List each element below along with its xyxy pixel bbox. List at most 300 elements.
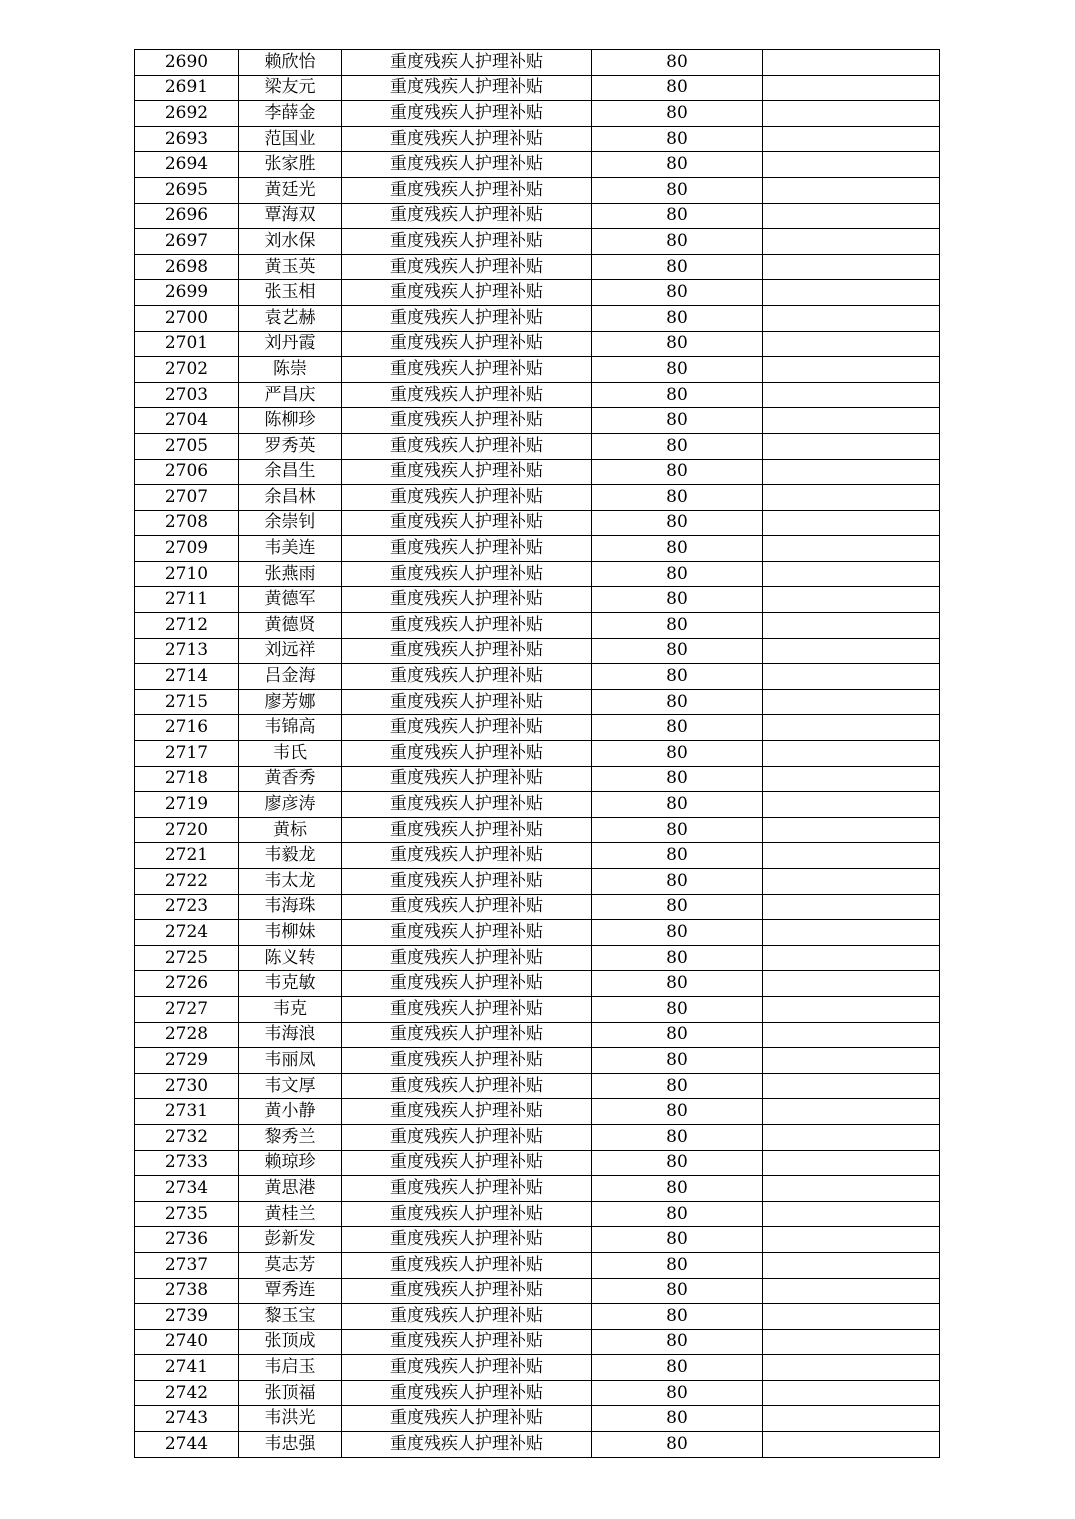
remark-cell	[763, 229, 940, 255]
table-row	[135, 945, 940, 971]
table-row	[135, 817, 940, 843]
subsidy-item-cell: 重度残疾人护理补贴	[342, 408, 592, 434]
subsidy-item-cell: 重度残疾人护理补贴	[342, 152, 592, 178]
table-row	[135, 357, 940, 383]
table-row	[135, 408, 940, 434]
table-row	[135, 1329, 940, 1355]
subsidy-item-cell: 重度残疾人护理补贴	[342, 459, 592, 485]
subsidy-item-cell: 重度残疾人护理补贴	[342, 715, 592, 741]
table-row	[135, 126, 940, 152]
table-row	[135, 920, 940, 946]
table-row	[135, 1150, 940, 1176]
remark-cell	[763, 613, 940, 639]
amount-cell: 80	[592, 1406, 763, 1432]
table-row	[135, 459, 940, 485]
table-row	[135, 1278, 940, 1304]
table-row	[135, 485, 940, 511]
serial-number-cell: 2708	[135, 510, 239, 536]
amount-cell: 80	[592, 459, 763, 485]
remark-cell	[763, 280, 940, 306]
serial-number-cell: 2718	[135, 766, 239, 792]
subsidy-item-cell: 重度残疾人护理补贴	[342, 101, 592, 127]
table-row	[135, 254, 940, 280]
amount-cell: 80	[592, 75, 763, 101]
recipient-name-cell: 黄标	[239, 817, 342, 843]
recipient-name-cell: 范国业	[239, 126, 342, 152]
amount-cell: 80	[592, 254, 763, 280]
serial-number-cell: 2721	[135, 843, 239, 869]
amount-cell: 80	[592, 817, 763, 843]
table-row	[135, 766, 940, 792]
amount-cell: 80	[592, 152, 763, 178]
subsidy-item-cell: 重度残疾人护理补贴	[342, 613, 592, 639]
remark-cell	[763, 766, 940, 792]
amount-cell: 80	[592, 536, 763, 562]
amount-cell: 80	[592, 1329, 763, 1355]
serial-number-cell: 2720	[135, 817, 239, 843]
serial-number-cell: 2695	[135, 177, 239, 203]
recipient-name-cell: 黎玉宝	[239, 1304, 342, 1330]
table-row	[135, 152, 940, 178]
table-row	[135, 1048, 940, 1074]
recipient-name-cell: 彭新发	[239, 1227, 342, 1253]
amount-cell: 80	[592, 1252, 763, 1278]
recipient-name-cell: 韦美连	[239, 536, 342, 562]
subsidy-item-cell: 重度残疾人护理补贴	[342, 1432, 592, 1458]
recipient-name-cell: 张顶成	[239, 1329, 342, 1355]
serial-number-cell: 2701	[135, 331, 239, 357]
serial-number-cell: 2704	[135, 408, 239, 434]
remark-cell	[763, 1022, 940, 1048]
remark-cell	[763, 1329, 940, 1355]
recipient-name-cell: 张顶福	[239, 1380, 342, 1406]
serial-number-cell: 2728	[135, 1022, 239, 1048]
table-row	[135, 536, 940, 562]
subsidy-item-cell: 重度残疾人护理补贴	[342, 843, 592, 869]
serial-number-cell: 2730	[135, 1073, 239, 1099]
remark-cell	[763, 101, 940, 127]
amount-cell: 80	[592, 280, 763, 306]
table-row	[135, 331, 940, 357]
serial-number-cell: 2741	[135, 1355, 239, 1381]
subsidy-item-cell: 重度残疾人护理补贴	[342, 50, 592, 76]
serial-number-cell: 2694	[135, 152, 239, 178]
table-row	[135, 433, 940, 459]
recipient-name-cell: 韦柳妹	[239, 920, 342, 946]
serial-number-cell: 2709	[135, 536, 239, 562]
serial-number-cell: 2736	[135, 1227, 239, 1253]
amount-cell: 80	[592, 1022, 763, 1048]
serial-number-cell: 2690	[135, 50, 239, 76]
amount-cell: 80	[592, 587, 763, 613]
remark-cell	[763, 408, 940, 434]
recipient-name-cell: 吕金海	[239, 664, 342, 690]
remark-cell	[763, 485, 940, 511]
subsidy-item-cell: 重度残疾人护理补贴	[342, 664, 592, 690]
serial-number-cell: 2742	[135, 1380, 239, 1406]
amount-cell: 80	[592, 510, 763, 536]
amount-cell: 80	[592, 1048, 763, 1074]
serial-number-cell: 2737	[135, 1252, 239, 1278]
recipient-name-cell: 韦克敏	[239, 971, 342, 997]
table-row	[135, 75, 940, 101]
remark-cell	[763, 1355, 940, 1381]
subsidy-item-cell: 重度残疾人护理补贴	[342, 229, 592, 255]
amount-cell: 80	[592, 638, 763, 664]
table-row	[135, 50, 940, 76]
serial-number-cell: 2711	[135, 587, 239, 613]
table-row	[135, 510, 940, 536]
serial-number-cell: 2723	[135, 894, 239, 920]
remark-cell	[763, 357, 940, 383]
subsidy-item-cell: 重度残疾人护理补贴	[342, 433, 592, 459]
serial-number-cell: 2719	[135, 792, 239, 818]
recipient-name-cell: 严昌庆	[239, 382, 342, 408]
amount-cell: 80	[592, 126, 763, 152]
subsidy-item-cell: 重度残疾人护理补贴	[342, 920, 592, 946]
serial-number-cell: 2735	[135, 1201, 239, 1227]
amount-cell: 80	[592, 715, 763, 741]
remark-cell	[763, 1073, 940, 1099]
serial-number-cell: 2707	[135, 485, 239, 511]
table-row	[135, 1099, 940, 1125]
remark-cell	[763, 1227, 940, 1253]
subsidy-item-cell: 重度残疾人护理补贴	[342, 587, 592, 613]
recipient-name-cell: 韦丽凤	[239, 1048, 342, 1074]
remark-cell	[763, 1380, 940, 1406]
amount-cell: 80	[592, 664, 763, 690]
serial-number-cell: 2700	[135, 305, 239, 331]
recipient-name-cell: 韦太龙	[239, 869, 342, 895]
serial-number-cell: 2722	[135, 869, 239, 895]
subsidy-item-cell: 重度残疾人护理补贴	[342, 536, 592, 562]
table-row	[135, 305, 940, 331]
subsidy-item-cell: 重度残疾人护理补贴	[342, 1201, 592, 1227]
recipient-name-cell: 罗秀英	[239, 433, 342, 459]
subsidy-item-cell: 重度残疾人护理补贴	[342, 1329, 592, 1355]
remark-cell	[763, 305, 940, 331]
table-row	[135, 1304, 940, 1330]
serial-number-cell: 2727	[135, 996, 239, 1022]
serial-number-cell: 2692	[135, 101, 239, 127]
recipient-name-cell: 韦忠强	[239, 1432, 342, 1458]
amount-cell: 80	[592, 1355, 763, 1381]
serial-number-cell: 2744	[135, 1432, 239, 1458]
recipient-name-cell: 韦洪光	[239, 1406, 342, 1432]
subsidy-item-cell: 重度残疾人护理补贴	[342, 689, 592, 715]
recipient-name-cell: 余昌林	[239, 485, 342, 511]
serial-number-cell: 2703	[135, 382, 239, 408]
remark-cell	[763, 75, 940, 101]
recipient-name-cell: 黄思港	[239, 1176, 342, 1202]
amount-cell: 80	[592, 331, 763, 357]
subsidy-item-cell: 重度残疾人护理补贴	[342, 1022, 592, 1048]
recipient-name-cell: 莫志芳	[239, 1252, 342, 1278]
recipient-name-cell: 黄廷光	[239, 177, 342, 203]
table-row	[135, 561, 940, 587]
amount-cell: 80	[592, 766, 763, 792]
subsidy-item-cell: 重度残疾人护理补贴	[342, 382, 592, 408]
amount-cell: 80	[592, 894, 763, 920]
table-row	[135, 664, 940, 690]
remark-cell	[763, 945, 940, 971]
amount-cell: 80	[592, 1278, 763, 1304]
remark-cell	[763, 1406, 940, 1432]
subsidy-item-cell: 重度残疾人护理补贴	[342, 203, 592, 229]
recipient-name-cell: 韦克	[239, 996, 342, 1022]
recipient-name-cell: 刘丹霞	[239, 331, 342, 357]
amount-cell: 80	[592, 920, 763, 946]
recipient-name-cell: 韦海浪	[239, 1022, 342, 1048]
amount-cell: 80	[592, 1201, 763, 1227]
serial-number-cell: 2743	[135, 1406, 239, 1432]
remark-cell	[763, 587, 940, 613]
remark-cell	[763, 510, 940, 536]
subsidy-item-cell: 重度残疾人护理补贴	[342, 1176, 592, 1202]
recipient-name-cell: 覃秀连	[239, 1278, 342, 1304]
subsidy-item-cell: 重度残疾人护理补贴	[342, 305, 592, 331]
remark-cell	[763, 1201, 940, 1227]
remark-cell	[763, 869, 940, 895]
table-row	[135, 843, 940, 869]
remark-cell	[763, 433, 940, 459]
remark-cell	[763, 894, 940, 920]
subsidy-item-cell: 重度残疾人护理补贴	[342, 75, 592, 101]
serial-number-cell: 2740	[135, 1329, 239, 1355]
remark-cell	[763, 817, 940, 843]
recipient-name-cell: 赖琼珍	[239, 1150, 342, 1176]
amount-cell: 80	[592, 1304, 763, 1330]
table-row	[135, 1432, 940, 1458]
remark-cell	[763, 203, 940, 229]
remark-cell	[763, 715, 940, 741]
amount-cell: 80	[592, 203, 763, 229]
amount-cell: 80	[592, 408, 763, 434]
recipient-name-cell: 余昌生	[239, 459, 342, 485]
recipient-name-cell: 覃海双	[239, 203, 342, 229]
serial-number-cell: 2738	[135, 1278, 239, 1304]
subsidy-item-cell: 重度残疾人护理补贴	[342, 485, 592, 511]
amount-cell: 80	[592, 689, 763, 715]
remark-cell	[763, 1252, 940, 1278]
table-row	[135, 715, 940, 741]
subsidy-item-cell: 重度残疾人护理补贴	[342, 126, 592, 152]
amount-cell: 80	[592, 1227, 763, 1253]
serial-number-cell: 2691	[135, 75, 239, 101]
recipient-name-cell: 廖彦涛	[239, 792, 342, 818]
table-row	[135, 689, 940, 715]
recipient-name-cell: 陈义转	[239, 945, 342, 971]
table-row	[135, 1073, 940, 1099]
remark-cell	[763, 920, 940, 946]
recipient-name-cell: 张玉相	[239, 280, 342, 306]
subsidy-item-cell: 重度残疾人护理补贴	[342, 280, 592, 306]
remark-cell	[763, 152, 940, 178]
serial-number-cell: 2713	[135, 638, 239, 664]
serial-number-cell: 2734	[135, 1176, 239, 1202]
serial-number-cell: 2716	[135, 715, 239, 741]
recipient-name-cell: 梁友元	[239, 75, 342, 101]
remark-cell	[763, 1432, 940, 1458]
recipient-name-cell: 黄玉英	[239, 254, 342, 280]
table-row	[135, 996, 940, 1022]
subsidy-item-cell: 重度残疾人护理补贴	[342, 1227, 592, 1253]
amount-cell: 80	[592, 1099, 763, 1125]
table-row	[135, 638, 940, 664]
remark-cell	[763, 971, 940, 997]
amount-cell: 80	[592, 1176, 763, 1202]
serial-number-cell: 2710	[135, 561, 239, 587]
amount-cell: 80	[592, 741, 763, 767]
remark-cell	[763, 177, 940, 203]
amount-cell: 80	[592, 945, 763, 971]
subsidy-item-cell: 重度残疾人护理补贴	[342, 766, 592, 792]
recipient-name-cell: 韦锦高	[239, 715, 342, 741]
subsidy-item-cell: 重度残疾人护理补贴	[342, 869, 592, 895]
subsidy-item-cell: 重度残疾人护理补贴	[342, 971, 592, 997]
remark-cell	[763, 331, 940, 357]
remark-cell	[763, 1304, 940, 1330]
subsidy-item-cell: 重度残疾人护理补贴	[342, 177, 592, 203]
table-row	[135, 177, 940, 203]
serial-number-cell: 2702	[135, 357, 239, 383]
serial-number-cell: 2739	[135, 1304, 239, 1330]
remark-cell	[763, 561, 940, 587]
recipient-name-cell: 韦氏	[239, 741, 342, 767]
subsidy-item-cell: 重度残疾人护理补贴	[342, 510, 592, 536]
recipient-name-cell: 张燕雨	[239, 561, 342, 587]
subsidy-item-cell: 重度残疾人护理补贴	[342, 1355, 592, 1381]
remark-cell	[763, 50, 940, 76]
serial-number-cell: 2712	[135, 613, 239, 639]
remark-cell	[763, 638, 940, 664]
recipient-name-cell: 陈崇	[239, 357, 342, 383]
subsidy-item-cell: 重度残疾人护理补贴	[342, 1252, 592, 1278]
serial-number-cell: 2706	[135, 459, 239, 485]
subsidy-item-cell: 重度残疾人护理补贴	[342, 817, 592, 843]
table-row	[135, 1252, 940, 1278]
table-row	[135, 1176, 940, 1202]
table-row	[135, 869, 940, 895]
serial-number-cell: 2705	[135, 433, 239, 459]
subsidy-item-cell: 重度残疾人护理补贴	[342, 1073, 592, 1099]
recipient-name-cell: 赖欣怡	[239, 50, 342, 76]
table-row	[135, 971, 940, 997]
remark-cell	[763, 1176, 940, 1202]
recipient-name-cell: 刘水保	[239, 229, 342, 255]
serial-number-cell: 2726	[135, 971, 239, 997]
subsidy-item-cell: 重度残疾人护理补贴	[342, 1150, 592, 1176]
subsidy-item-cell: 重度残疾人护理补贴	[342, 945, 592, 971]
subsidy-item-cell: 重度残疾人护理补贴	[342, 792, 592, 818]
subsidy-item-cell: 重度残疾人护理补贴	[342, 1124, 592, 1150]
serial-number-cell: 2698	[135, 254, 239, 280]
amount-cell: 80	[592, 50, 763, 76]
subsidy-item-cell: 重度残疾人护理补贴	[342, 254, 592, 280]
table-row	[135, 1355, 940, 1381]
recipient-name-cell: 袁艺赫	[239, 305, 342, 331]
serial-number-cell: 2715	[135, 689, 239, 715]
table-row	[135, 229, 940, 255]
remark-cell	[763, 382, 940, 408]
recipient-name-cell: 黎秀兰	[239, 1124, 342, 1150]
recipient-name-cell: 刘远祥	[239, 638, 342, 664]
amount-cell: 80	[592, 613, 763, 639]
recipient-name-cell: 陈柳珍	[239, 408, 342, 434]
recipient-name-cell: 韦文厚	[239, 1073, 342, 1099]
recipient-name-cell: 黄德贤	[239, 613, 342, 639]
recipient-name-cell: 李薛金	[239, 101, 342, 127]
table-row	[135, 101, 940, 127]
subsidy-item-cell: 重度残疾人护理补贴	[342, 1048, 592, 1074]
subsidy-item-cell: 重度残疾人护理补贴	[342, 996, 592, 1022]
amount-cell: 80	[592, 229, 763, 255]
remark-cell	[763, 1278, 940, 1304]
remark-cell	[763, 664, 940, 690]
subsidy-item-cell: 重度残疾人护理补贴	[342, 1406, 592, 1432]
table-row	[135, 587, 940, 613]
remark-cell	[763, 741, 940, 767]
amount-cell: 80	[592, 485, 763, 511]
remark-cell	[763, 1124, 940, 1150]
serial-number-cell: 2729	[135, 1048, 239, 1074]
amount-cell: 80	[592, 305, 763, 331]
recipient-name-cell: 黄香秀	[239, 766, 342, 792]
recipient-name-cell: 韦毅龙	[239, 843, 342, 869]
subsidy-item-cell: 重度残疾人护理补贴	[342, 894, 592, 920]
subsidy-item-cell: 重度残疾人护理补贴	[342, 561, 592, 587]
serial-number-cell: 2724	[135, 920, 239, 946]
amount-cell: 80	[592, 433, 763, 459]
subsidy-item-cell: 重度残疾人护理补贴	[342, 1380, 592, 1406]
table-row	[135, 1124, 940, 1150]
table-row	[135, 203, 940, 229]
remark-cell	[763, 1099, 940, 1125]
subsidy-table	[134, 49, 940, 1458]
amount-cell: 80	[592, 1124, 763, 1150]
table-row	[135, 741, 940, 767]
amount-cell: 80	[592, 561, 763, 587]
amount-cell: 80	[592, 792, 763, 818]
recipient-name-cell: 余崇钊	[239, 510, 342, 536]
amount-cell: 80	[592, 382, 763, 408]
subsidy-item-cell: 重度残疾人护理补贴	[342, 741, 592, 767]
serial-number-cell: 2696	[135, 203, 239, 229]
recipient-name-cell: 黄桂兰	[239, 1201, 342, 1227]
amount-cell: 80	[592, 101, 763, 127]
remark-cell	[763, 1150, 940, 1176]
remark-cell	[763, 1048, 940, 1074]
table-row	[135, 382, 940, 408]
table-row	[135, 894, 940, 920]
recipient-name-cell: 黄小静	[239, 1099, 342, 1125]
amount-cell: 80	[592, 971, 763, 997]
recipient-name-cell: 韦启玉	[239, 1355, 342, 1381]
serial-number-cell: 2697	[135, 229, 239, 255]
amount-cell: 80	[592, 177, 763, 203]
subsidy-item-cell: 重度残疾人护理补贴	[342, 1099, 592, 1125]
remark-cell	[763, 459, 940, 485]
serial-number-cell: 2693	[135, 126, 239, 152]
amount-cell: 80	[592, 1380, 763, 1406]
subsidy-item-cell: 重度残疾人护理补贴	[342, 1304, 592, 1330]
table-row	[135, 792, 940, 818]
serial-number-cell: 2714	[135, 664, 239, 690]
remark-cell	[763, 996, 940, 1022]
remark-cell	[763, 126, 940, 152]
table-row	[135, 1380, 940, 1406]
subsidy-item-cell: 重度残疾人护理补贴	[342, 1278, 592, 1304]
